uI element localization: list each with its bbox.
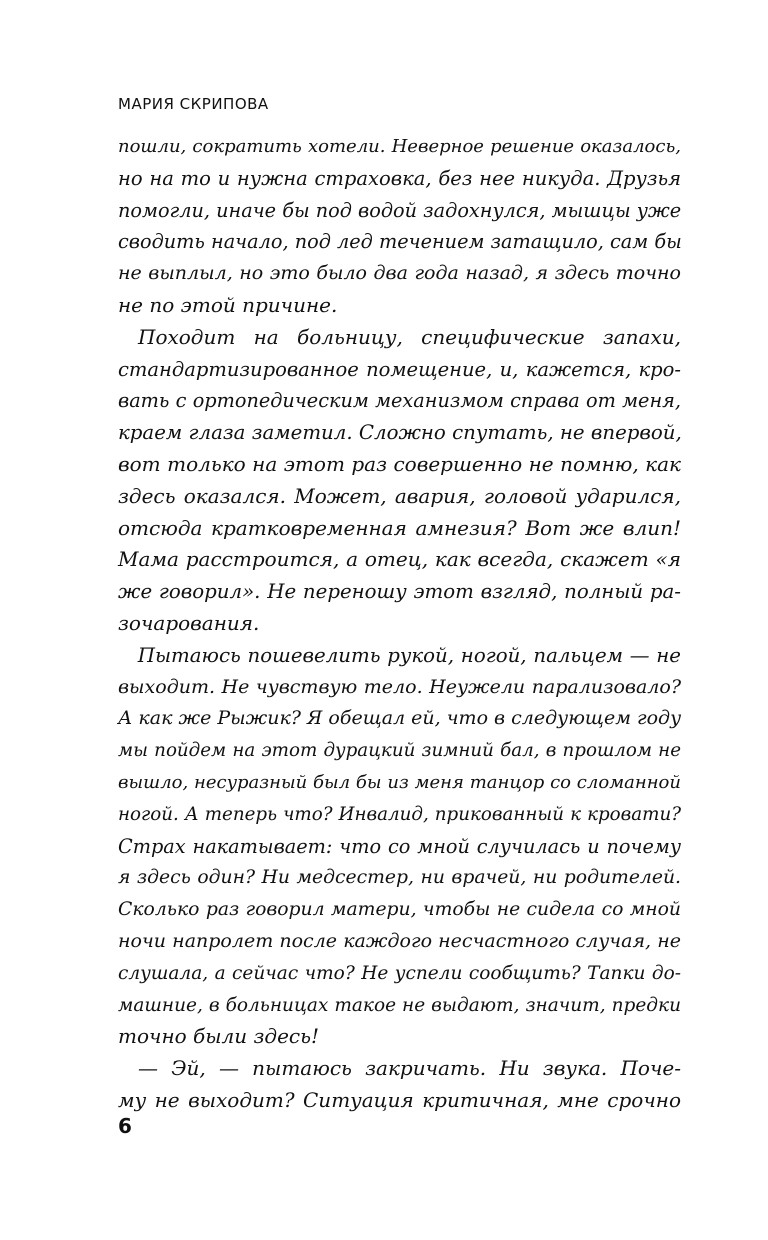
text-line: вышло, несуразный был бы из меня танцор со сломанной	[118, 771, 681, 793]
text-line: пошли, сократить хотели. Неверное решение оказалось,	[118, 136, 681, 157]
text-line: я здесь один? Ни медсестер, ни врачей, ни родителей.	[118, 867, 681, 889]
text-line: ногой. А теперь что? Инвалид, прикованный к кровати?	[118, 803, 681, 825]
text-line: стандартизированное помещение, и, кажется, кро-	[118, 357, 681, 381]
text-line: здесь оказался. Может, авария, головой ударился,	[118, 483, 681, 508]
text-line: Пытаюсь пошевелить рукой, ногой, пальцем — не	[118, 643, 681, 667]
text-line: вот только на этот раз совершенно не помню, как	[118, 451, 681, 476]
text-line: отсюда кратковременная амнезия? Вот же влип!	[118, 515, 681, 540]
text-line: Походит на больницу, специфические запахи,	[118, 324, 681, 349]
text-line: слушала, а сейчас что? Не успели сообщить? Тапки до-	[118, 962, 681, 984]
text-line: но на то и нужна страховка, без нее никуда. Друзья	[118, 166, 681, 190]
text-line: помогли, иначе бы под водой задохнулся, мышцы уже	[118, 198, 682, 222]
text-line: точно были здесь!	[118, 1024, 320, 1049]
text-line: краем глаза заметил. Сложно спутать, не впервой,	[118, 421, 682, 445]
text-line: му не выходит? Ситуация критичная, мне срочно	[118, 1087, 681, 1112]
text-line: выходит. Не чувствую тело. Неужели парализовало?	[118, 675, 681, 698]
text-line: — Эй, — пытаюсь закричать. Ни звука. Поче-	[118, 1056, 681, 1081]
text-line: сводить начало, под лед течением затащило, сам бы	[118, 230, 682, 254]
text-line: зочарования.	[118, 610, 260, 635]
text-line: машние, в больницах такое не выдают, значит, предки	[118, 994, 681, 1016]
page-number: 6	[118, 1114, 132, 1138]
text-line: А как же Рыжик? Я обещал ей, что в следующем году	[118, 707, 682, 730]
text-line: не по этой причине.	[118, 292, 338, 317]
running-head-author: МАРИЯ СКРИПОВА	[118, 95, 269, 113]
body-text	[118, 131, 681, 1117]
text-line: вать с ортопедическим механизмом справа от меня,	[118, 389, 681, 413]
text-line: Мама расстроится, а отец, как всегда, скажет «я	[118, 547, 681, 572]
text-line: ночи напролет после каждого несчастного случая, не	[118, 929, 681, 952]
text-line: не выплыл, но это было два года назад, я здесь точно	[118, 262, 681, 285]
text-line: Сколько раз говорил матери, чтобы не сидела со мной	[118, 899, 681, 921]
text-line: мы пойдем на этот дурацкий зимний бал, в прошлом не	[118, 740, 681, 762]
text-line: Страх накатывает: что со мной случилась и почему	[118, 834, 681, 858]
text-line: же говорил». Не переношу этот взгляд, полный ра-	[118, 580, 681, 604]
